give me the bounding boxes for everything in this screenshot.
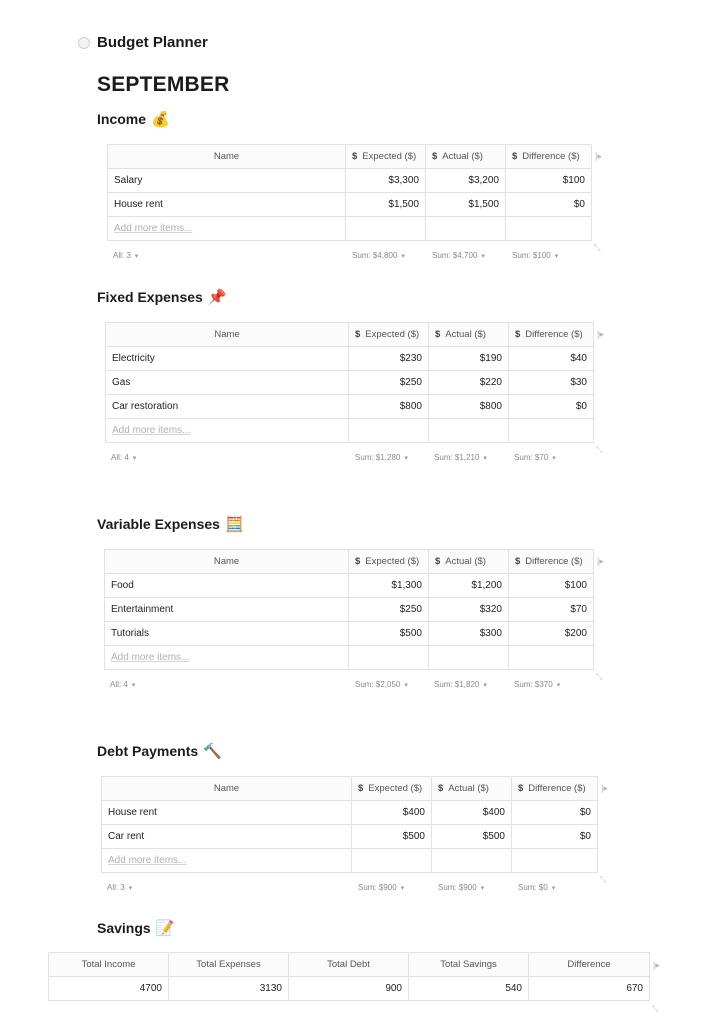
empty-cell — [349, 419, 429, 443]
column-header-total-debt[interactable]: Total Debt — [289, 953, 409, 977]
row-count-footer[interactable]: All: 4 ▾ — [110, 680, 136, 689]
cell-actual[interactable]: $320 — [429, 598, 509, 622]
cell-difference[interactable]: $100 — [506, 169, 592, 193]
chevron-down-icon: ▾ — [134, 253, 139, 260]
cell-name[interactable]: House rent — [108, 193, 346, 217]
add-more-items-link[interactable]: Add more items... — [102, 849, 352, 873]
cell-name[interactable]: Entertainment — [105, 598, 349, 622]
income-table — [107, 144, 592, 241]
chevron-down-icon: ▾ — [551, 885, 556, 892]
column-header-label: Difference ($) — [525, 556, 583, 567]
currency-icon: $ — [518, 783, 524, 794]
cell-expected[interactable]: $1,300 — [349, 574, 429, 598]
column-header-label: Actual ($) — [442, 151, 483, 162]
cell-difference[interactable]: 670 — [529, 977, 650, 1001]
savings-table — [48, 952, 650, 1001]
sum-actual-footer[interactable]: Sum: $900 ▾ — [438, 883, 485, 892]
column-header-label: Expected ($) — [365, 556, 420, 567]
cell-total-expenses[interactable]: 3130 — [169, 977, 289, 1001]
resize-handle-icon[interactable]: ⤡ — [594, 243, 601, 252]
cell-name[interactable]: House rent — [102, 801, 352, 825]
cell-difference[interactable]: $100 — [509, 574, 594, 598]
column-header-actual[interactable] — [429, 550, 509, 574]
chevron-down-icon: ▾ — [404, 682, 408, 689]
column-header-expected[interactable] — [346, 145, 426, 169]
table-row[interactable] — [106, 371, 594, 395]
chevron-down-icon: ▾ — [483, 682, 487, 689]
add-more-items-link[interactable]: Add more items... — [108, 217, 346, 241]
month-heading: SEPTEMBER — [97, 73, 230, 96]
empty-cell — [512, 849, 598, 873]
table-row[interactable] — [105, 574, 594, 598]
cell-actual[interactable]: $300 — [429, 622, 509, 646]
cell-actual[interactable]: $800 — [429, 395, 509, 419]
chevron-down-icon: ▾ — [400, 885, 405, 892]
pushpin-icon: 📌 — [207, 288, 227, 306]
currency-icon: $ — [355, 329, 361, 340]
cell-total-savings[interactable]: 540 — [409, 977, 529, 1001]
table-header-row — [102, 777, 598, 801]
currency-icon: $ — [432, 151, 438, 162]
sum-difference-footer[interactable]: Sum: $0 ▾ — [518, 883, 556, 892]
table-row[interactable] — [106, 347, 594, 371]
cell-difference[interactable]: $0 — [512, 825, 598, 849]
cell-expected[interactable]: $1,500 — [346, 193, 426, 217]
fixed-expenses-table — [105, 322, 594, 443]
memo-icon: 📝 — [155, 919, 175, 937]
table-header-row — [105, 550, 594, 574]
currency-icon: $ — [355, 556, 361, 567]
table-row[interactable] — [106, 395, 594, 419]
add-more-items-link[interactable]: Add more items... — [105, 646, 349, 670]
add-column-icon[interactable]: |▸ — [597, 556, 604, 566]
empty-cell — [509, 419, 594, 443]
cell-name[interactable]: Tutorials — [105, 622, 349, 646]
empty-cell — [349, 646, 429, 670]
column-header-name[interactable]: Name — [106, 323, 349, 347]
sum-difference-footer[interactable]: Sum: $70 ▾ — [514, 453, 556, 462]
table-row[interactable] — [102, 825, 598, 849]
column-header-name[interactable]: Name — [108, 145, 346, 169]
sum-expected-footer[interactable]: Sum: $900 ▾ — [358, 883, 405, 892]
add-column-icon[interactable]: |▸ — [597, 329, 604, 339]
cell-name[interactable]: Car restoration — [106, 395, 349, 419]
chevron-down-icon: ▾ — [128, 885, 133, 892]
column-header-label: Actual ($) — [445, 329, 486, 340]
column-header-difference[interactable] — [509, 550, 594, 574]
empty-cell — [509, 646, 594, 670]
row-count-footer[interactable]: All: 3 ▾ — [107, 883, 133, 892]
column-header-difference[interactable] — [509, 323, 594, 347]
cell-expected[interactable]: $3,300 — [346, 169, 426, 193]
page-status-icon[interactable] — [78, 37, 90, 49]
currency-icon: $ — [515, 556, 521, 567]
savings-heading — [97, 920, 174, 936]
sum-actual-footer[interactable]: Sum: $1,820 ▾ — [434, 680, 487, 689]
cell-difference[interactable]: $200 — [509, 622, 594, 646]
add-more-items-link[interactable]: Add more items... — [106, 419, 349, 443]
table-header-row — [108, 145, 592, 169]
cell-total-income[interactable]: 4700 — [49, 977, 169, 1001]
chevron-down-icon: ▾ — [480, 885, 485, 892]
cell-actual[interactable]: $1,200 — [429, 574, 509, 598]
table-row[interactable] — [105, 622, 594, 646]
currency-icon: $ — [435, 329, 441, 340]
table-header-row — [106, 323, 594, 347]
column-header-actual[interactable] — [432, 777, 512, 801]
variable-expenses-table — [104, 549, 594, 670]
resize-handle-icon[interactable]: ⤡ — [652, 1004, 659, 1013]
cell-difference[interactable]: $0 — [512, 801, 598, 825]
cell-actual[interactable]: $1,500 — [426, 193, 506, 217]
cell-difference[interactable]: $40 — [509, 347, 594, 371]
chevron-down-icon: ▾ — [401, 253, 405, 260]
chevron-down-icon: ▾ — [404, 455, 408, 462]
empty-cell — [429, 646, 509, 670]
add-column-icon[interactable]: |▸ — [601, 783, 608, 793]
column-header-label: Expected ($) — [368, 783, 423, 794]
currency-icon: $ — [438, 783, 444, 794]
cell-actual[interactable]: $400 — [432, 801, 512, 825]
cell-expected[interactable]: $250 — [349, 598, 429, 622]
column-header-expected[interactable] — [352, 777, 432, 801]
page-title[interactable]: Budget Planner — [97, 34, 208, 51]
table-row[interactable] — [108, 169, 592, 193]
cell-difference[interactable]: $70 — [509, 598, 594, 622]
debt-payments-title: Debt Payments — [97, 743, 199, 759]
column-header-expected[interactable] — [349, 550, 429, 574]
table-row[interactable] — [105, 598, 594, 622]
chevron-down-icon: ▾ — [132, 455, 137, 462]
empty-cell — [426, 217, 506, 241]
column-header-total-expenses[interactable]: Total Expenses — [169, 953, 289, 977]
cell-difference[interactable]: $30 — [509, 371, 594, 395]
cell-actual[interactable]: $3,200 — [426, 169, 506, 193]
cell-total-debt[interactable]: 900 — [289, 977, 409, 1001]
cell-expected[interactable]: $400 — [352, 801, 432, 825]
sum-expected-footer[interactable]: Sum: $2,050 ▾ — [355, 680, 408, 689]
row-count-footer[interactable]: All: 4 ▾ — [111, 453, 137, 462]
cell-difference[interactable]: $0 — [509, 395, 594, 419]
column-header-actual[interactable] — [426, 145, 506, 169]
doc-header — [78, 34, 208, 51]
cell-name[interactable]: Gas — [106, 371, 349, 395]
cell-difference[interactable]: $0 — [506, 193, 592, 217]
empty-cell — [429, 419, 509, 443]
add-column-icon[interactable]: |▸ — [595, 151, 602, 161]
savings-title: Savings — [97, 920, 151, 936]
column-header-actual[interactable] — [429, 323, 509, 347]
cell-actual[interactable]: $500 — [432, 825, 512, 849]
chevron-down-icon: ▾ — [554, 253, 559, 260]
cell-actual[interactable]: $190 — [429, 347, 509, 371]
currency-icon: $ — [515, 329, 521, 340]
cell-name[interactable]: Car rent — [102, 825, 352, 849]
column-header-label: Difference ($) — [528, 783, 586, 794]
row-count-footer[interactable]: All: 3 ▾ — [113, 251, 139, 260]
cell-expected[interactable]: $500 — [352, 825, 432, 849]
table-row[interactable] — [108, 193, 592, 217]
income-title: Income — [97, 111, 147, 127]
column-header-expected[interactable] — [349, 323, 429, 347]
sum-actual-footer[interactable]: Sum: $1,210 ▾ — [434, 453, 487, 462]
empty-cell — [432, 849, 512, 873]
column-header-label: Actual ($) — [445, 556, 486, 567]
column-header-difference[interactable]: Difference — [529, 953, 650, 977]
abacus-icon: 🧮 — [224, 515, 244, 533]
currency-icon: $ — [358, 783, 364, 794]
column-header-name[interactable]: Name — [102, 777, 352, 801]
resize-handle-icon[interactable]: ⤡ — [596, 445, 603, 454]
column-header-total-income[interactable]: Total Income — [49, 953, 169, 977]
add-row[interactable] — [106, 419, 594, 443]
table-header-row — [49, 953, 650, 977]
sum-expected-footer[interactable]: Sum: $1,280 ▾ — [355, 453, 408, 462]
income-heading — [97, 111, 170, 127]
cell-actual[interactable]: $220 — [429, 371, 509, 395]
column-header-name[interactable]: Name — [105, 550, 349, 574]
debt-payments-table — [101, 776, 598, 873]
add-column-icon[interactable]: |▸ — [653, 960, 660, 970]
resize-handle-icon[interactable]: ⤡ — [600, 875, 607, 884]
chevron-down-icon: ▾ — [556, 682, 561, 689]
chevron-down-icon: ▾ — [131, 682, 136, 689]
money-bag-icon: 💰 — [151, 110, 170, 128]
debt-payments-heading — [97, 743, 222, 759]
sum-expected-footer[interactable]: Sum: $4,800 ▾ — [352, 251, 405, 260]
currency-icon: $ — [352, 151, 358, 162]
currency-icon: $ — [435, 556, 441, 567]
variable-expenses-heading — [97, 516, 244, 532]
add-row[interactable] — [108, 217, 592, 241]
column-header-difference[interactable] — [506, 145, 592, 169]
empty-cell — [346, 217, 426, 241]
empty-cell — [506, 217, 592, 241]
column-header-label: Difference ($) — [525, 329, 583, 340]
fixed-expenses-heading — [97, 289, 227, 305]
cell-name[interactable]: Salary — [108, 169, 346, 193]
cell-name[interactable]: Electricity — [106, 347, 349, 371]
variable-expenses-title: Variable Expenses — [97, 516, 220, 532]
table-row[interactable] — [102, 801, 598, 825]
hammer-icon: 🔨 — [203, 742, 222, 760]
chevron-down-icon: ▾ — [552, 455, 556, 462]
column-header-label: Difference ($) — [522, 151, 580, 162]
chevron-down-icon: ▾ — [483, 455, 487, 462]
add-row[interactable] — [105, 646, 594, 670]
cell-expected[interactable]: $230 — [349, 347, 429, 371]
column-header-label: Expected ($) — [362, 151, 417, 162]
cell-expected[interactable]: $500 — [349, 622, 429, 646]
cell-expected[interactable]: $800 — [349, 395, 429, 419]
resize-handle-icon[interactable]: ⤡ — [596, 672, 603, 681]
column-header-difference[interactable] — [512, 777, 598, 801]
column-header-label: Expected ($) — [365, 329, 420, 340]
cell-expected[interactable]: $250 — [349, 371, 429, 395]
fixed-expenses-title: Fixed Expenses — [97, 289, 203, 305]
column-header-label: Actual ($) — [448, 783, 489, 794]
add-row[interactable] — [102, 849, 598, 873]
sum-actual-footer[interactable]: Sum: $4,700 ▾ — [432, 251, 485, 260]
table-row[interactable] — [49, 977, 650, 1001]
sum-difference-footer[interactable]: Sum: $100 ▾ — [512, 251, 559, 260]
currency-icon: $ — [512, 151, 518, 162]
chevron-down-icon: ▾ — [481, 253, 485, 260]
cell-name[interactable]: Food — [105, 574, 349, 598]
empty-cell — [352, 849, 432, 873]
sum-difference-footer[interactable]: Sum: $370 ▾ — [514, 680, 561, 689]
column-header-total-savings[interactable]: Total Savings — [409, 953, 529, 977]
